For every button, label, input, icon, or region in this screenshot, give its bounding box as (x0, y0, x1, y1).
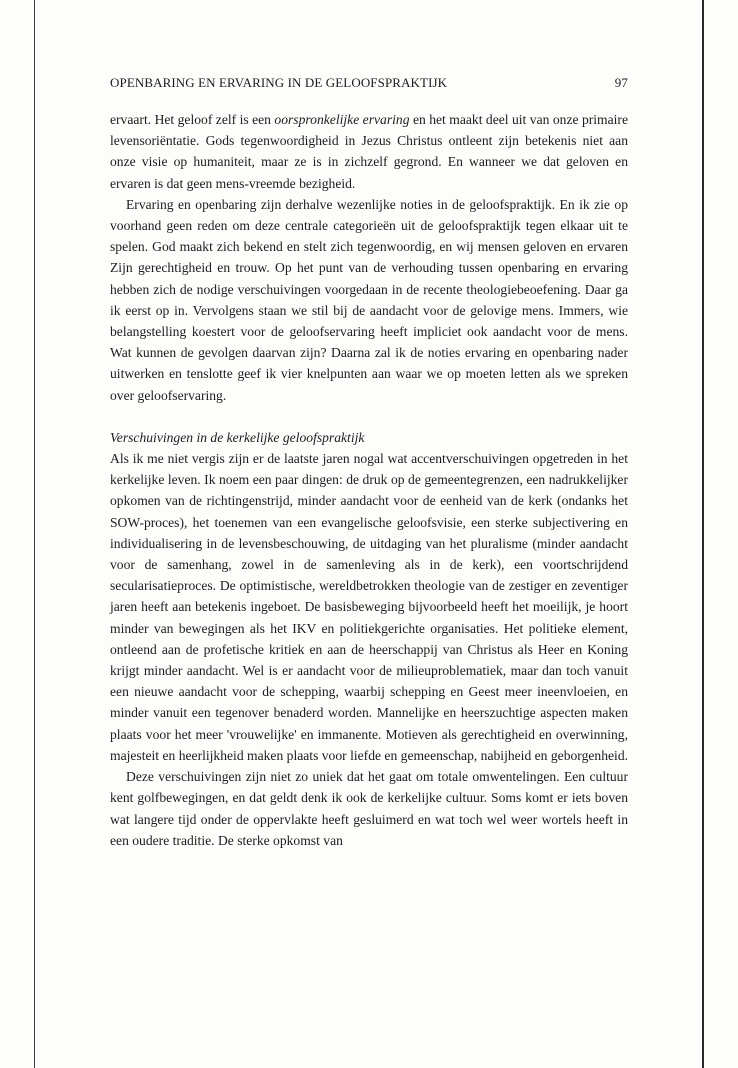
paragraph-4: Deze verschuivingen zijn niet zo uniek dat het gaat om totale omwentelingen. Een cultuur kent golfbewegingen, en dat geldt denk ik ook de kerkelijke cultuur. Soms komt er iets boven wat langere tijd onder de oppervlakte heeft gesluimerd en wat toch wel weer wortels heeft in een oudere traditie. De sterke opkomst van (110, 769, 628, 848)
section-heading: Verschuivingen in de kerkelijke geloofspraktijk (110, 429, 365, 445)
paragraph-1-end: en het maakt deel uit van onze primaire levensoriëntatie. Gods tegenwoordigheid in Jezus Christus ontleent zijn betekenis niet aan onze visie op humaniteit, maar ze is in zichzelf gegrond. En wanneer we dat geloven en ervaren is dat geen mens-vreemde bezigheid. (110, 112, 628, 191)
paragraph-1 (110, 109, 628, 194)
paragraph-3: Als ik me niet vergis zijn er de laatste jaren nogal wat accentverschuivingen opgetreden in het kerkelijke leven. Ik noem een paar dingen: de druk op de gemeentegrenzen, een nadrukkelijker opkomen van de richtingenstrijd, minder aandacht voor de eenheid van de kerk (ondanks het SOW-proces), het toenemen van een evangelische geloofsvisie, een sterke subjectivering en individualisering in de levensbeschouwing, de uitdaging van het pluralisme (minder aandacht voor de samenhang, zowel in de samenleving als in de kerk), een voortschrijdend secularisatieproces. De optimistische, wereldbetrokken theologie van de zestiger en zeventiger jaren heeft aan betekenis ingeboet. De basisbeweging bijvoorbeeld heeft het moeilijk, je hoort minder van bewegingen als het IKV en politiekgerichte organisaties. Het politieke element, ontleend aan de profetische kritiek en aan de heerschappij van Christus als Heer en Koning krijgt minder aandacht. Wel is er aandacht voor de milieuproblematiek, maar dan toch vanuit een nieuwe aandacht voor de schepping, waarbij schepping en Geest meer ineenvloeien, en minder vanuit een tegenover benaderd worden. Mannelijke en heerszuchtige aspecten maken plaats voor het meer 'vrouwelijke' en immanente. Motieven als gerechtigheid en overwinning, majesteit en heerlijkheid maken plaats voor liefde en gemeenschap, nabijheid en geborgenheid. (110, 451, 629, 763)
paragraph-2: Ervaring en openbaring zijn derhalve wezenlijke noties in de geloofspraktijk. En ik zie op voorhand geen reden om deze centrale categorieën uit de geloofspraktijk tegen elkaar uit te spelen. God maakt zich bekend en stelt zich tegenwoordig, en wij mensen geloven en ervaren Zijn gerechtigheid en trouw. Op het punt van de verhouding tussen openbaring en ervaring hebben zich de nodige verschuivingen voorgedaan in de recente theologiebeoefening. Daar ga ik eerst op in. Vervolgens staan we stil bij de aandacht voor de gelovige mens. Immers, wie belangstelling koestert voor de geloofservaring heeft impliciet ook aandacht voor de mens. Wat kunnen de gevolgen daarvan zijn? Daarna zal ik de noties ervaring en openbaring nader uitwerken en tenslotte geef ik vier knelpunten aan waar we op moeten letten als we spreken over geloofservaring. (110, 196, 628, 403)
paragraph-spacer (110, 406, 628, 427)
paragraph-1-emphasis: oorspronkelijke ervaring (274, 112, 410, 127)
page-number: 97 (614, 75, 628, 90)
page-edge-right (702, 0, 704, 1068)
page-edge-left (34, 0, 35, 1068)
page-body (110, 109, 628, 851)
paragraph-1-start: ervaart. Het geloof zelf is een (110, 112, 275, 127)
running-title: OPENBARING EN ERVARING IN DE GELOOFSPRAKTIJK (110, 75, 448, 90)
running-header (110, 75, 628, 91)
